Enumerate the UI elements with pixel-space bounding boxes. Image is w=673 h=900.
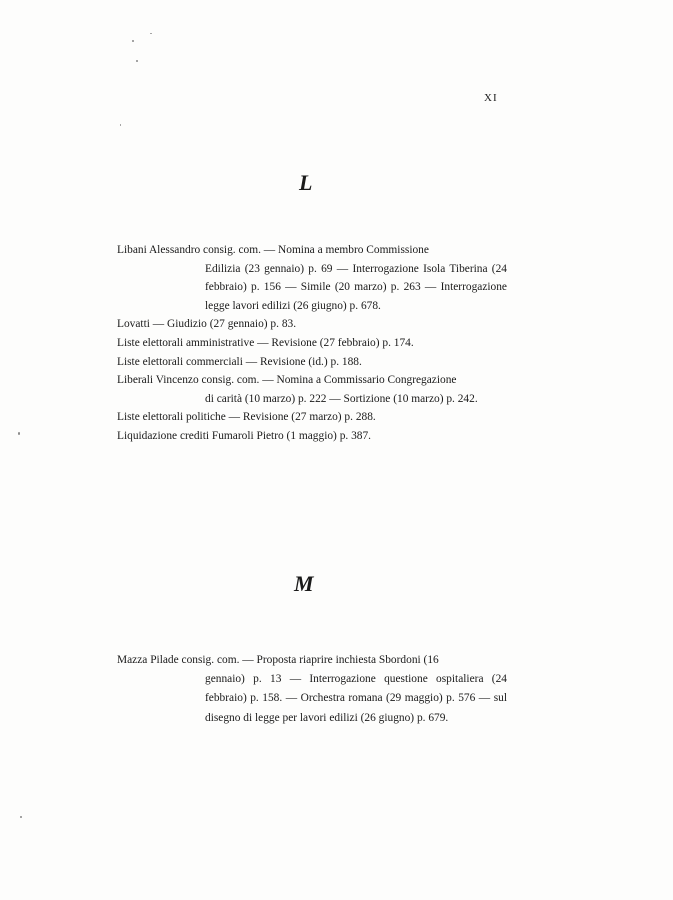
entry-first-line: Liberali Vincenzo consig. com. — Nomina a Commissario Congregazione: [117, 374, 457, 387]
entry-first-line: Liste elettorali commerciali — Revisione (id.) p. 188.: [117, 355, 362, 368]
entry-first-line: Mazza Pilade consig. com. — Proposta riaprire inchiesta Sbordoni (16: [117, 654, 439, 666]
index-entry-lovatti: [117, 315, 507, 334]
section-heading-l: L: [299, 170, 313, 195]
index-entry-liste-commerciali: [117, 353, 507, 372]
entry-continuation: gennaio) p. 13 — Interrogazione questione ospitaliera (24 febbraio) p. 158. — Orchestra romana (29 maggio) p. 576 — sul disegno di legge per lavori edilizi (26 giugno) p. 679.: [205, 673, 507, 724]
index-section-l: [117, 241, 507, 446]
index-entry-liberali: [117, 371, 507, 408]
index-entry-liste-politiche: [117, 408, 507, 427]
entry-first-line: Liste elettorali amministrative — Revisione (27 febbraio) p. 174.: [117, 336, 414, 349]
entry-continuation: Edilizia (23 gennaio) p. 69 — Interrogazione Isola Tiberina (24 febbraio) p. 156 — Simile (20 marzo) p. 263 — Interrogazione legge lavori edilizi (26 giugno) p. 678.: [205, 262, 507, 312]
page-number: XI: [484, 92, 498, 104]
section-heading-m: M: [294, 571, 314, 596]
entry-first-line: Libani Alessandro consig. com. — Nomina a membro Commissione: [117, 244, 429, 256]
index-section-m: [117, 651, 507, 728]
index-entry-liquidazione: [117, 427, 507, 446]
entry-first-line: Liquidazione crediti Fumaroli Pietro (1 maggio) p. 387.: [117, 429, 372, 442]
index-entry-libani: [117, 241, 507, 315]
entry-continuation: di carità (10 marzo) p. 222 — Sortizione (10 marzo) p. 242.: [205, 392, 478, 405]
index-entry-liste-amministrative: [117, 334, 507, 353]
entry-first-line: Liste elettorali politiche — Revisione (27 marzo) p. 288.: [117, 411, 376, 424]
entry-first-line: Lovatti — Giudizio (27 gennaio) p. 83.: [117, 318, 297, 331]
index-entry-mazza: [117, 651, 507, 728]
